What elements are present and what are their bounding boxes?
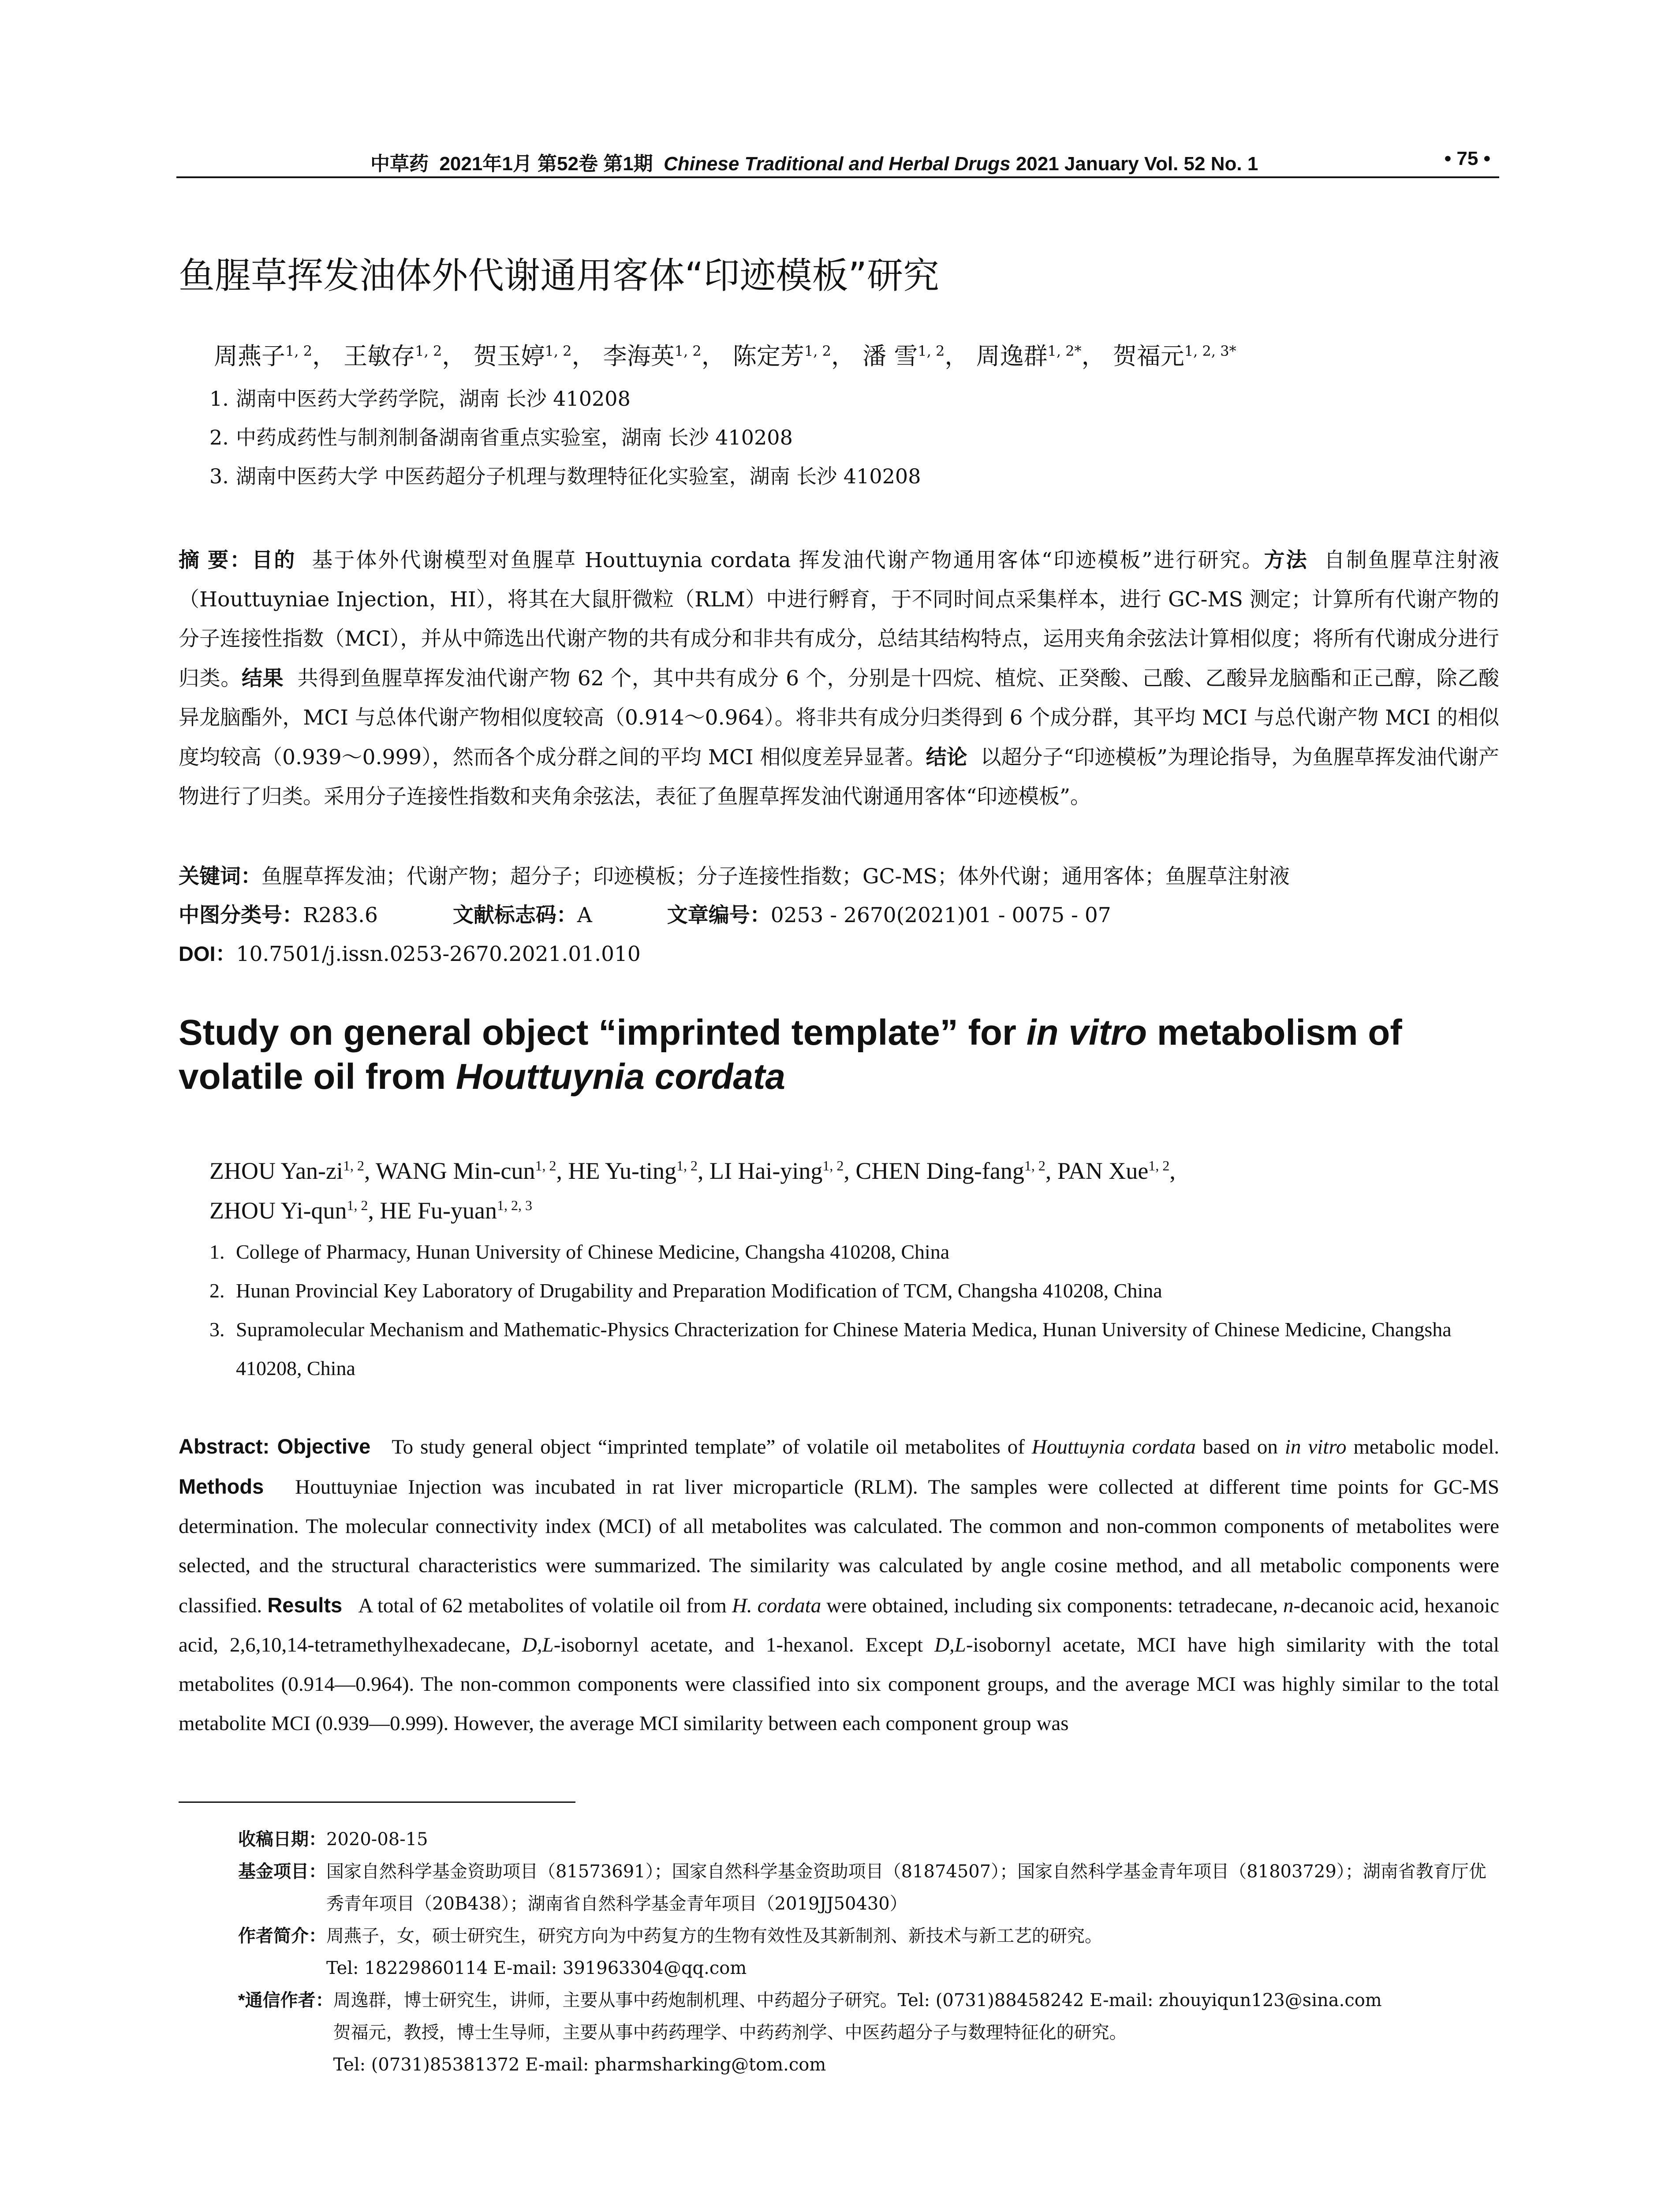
- affiliation: 3. Supramolecular Mechanism and Mathematic-Physics Chracterization for Chinese Materia Medica, Hunan University of Chinese Medicine, Changsha 410208, China: [209, 1318, 1452, 1379]
- author: PAN Xue$^{1, 2}$: [1057, 1158, 1170, 1184]
- objective-label: 目的: [252, 548, 296, 572]
- objective-text: 基于体外代谢模型对鱼腥草 Houttuynia cordata 挥发油代谢产物通用客体“印迹模板”进行研究。: [312, 548, 1264, 572]
- journal-name-en: Chinese Traditional and Herbal Drugs: [664, 153, 1011, 175]
- author: HE Fu-yuan$^{1, 2, 3}$: [380, 1197, 532, 1224]
- author: 王敏存$^{1, 2}$: [343, 342, 442, 370]
- results-label: 结果: [242, 666, 284, 690]
- issue-cn: 2021年1月 第52卷 第1期: [439, 153, 653, 175]
- author: ZHOU Yi-qun$^{1, 2}$: [209, 1197, 368, 1224]
- keywords-text: 鱼腥草挥发油；代谢产物；超分子；印迹模板；分子连接性指数；GC-MS；体外代谢；通用客体；鱼腥草注射液: [261, 864, 1290, 889]
- conclusion-text: 以超分子“印迹模板”为理论指导，为鱼腥草挥发油代谢产物进行了归类。采用分子连接性指数和夹角余弦法，表征了鱼腥草挥发油代谢通用客体“印迹模板”。: [179, 745, 1499, 809]
- abstract-cn: [179, 540, 1499, 816]
- methods-label: Methods: [179, 1475, 264, 1498]
- results-text: 共得到鱼腥草挥发油代谢产物 62 个，其中共有成分 6 个，分别是十四烷、植烷、正癸酸、己酸、乙酸异龙脑酯和正己醇，除乙酸异龙脑酯外，MCI 与总体代谢产物相似度较高（0.914～0.964）。将非共有成分归类得到 6 个成分群，其平均 MCI 与总代谢产物 MCI 的相似度均较高（0.939～0.999），然而各个成分群之间的平均 MCI 相似度差异显著。: [179, 666, 1500, 770]
- article-number-value: 0253 - 2670(2021)01 - 0075 - 07: [770, 903, 1111, 927]
- authors-en: ZHOU Yan-zi$^{1, 2}$, WANG Min-cun$^{1, 2}$, HE Yu-ting$^{1, 2}$, LI Hai-ying$^{1, 2}$, CHEN Ding-fang$^{1, 2}$, PAN Xue$^{1, 2}$, ZHOU Yi-qun$^{1, 2}$, HE Fu-yuan$^{1, 2, 3}$: [209, 1158, 1176, 1224]
- english-title: Study on general object “imprinted template” for in vitro metabolism of volatile oil from Houttuynia cordata: [179, 1013, 1402, 1097]
- keywords: [179, 856, 1499, 896]
- doi-line: [179, 934, 641, 974]
- doi-label: DOI：: [179, 942, 236, 965]
- author: 李海英$^{1, 2}$: [603, 342, 702, 370]
- author: ZHOU Yan-zi$^{1, 2}$: [209, 1158, 364, 1184]
- journal-name-cn: 中草药: [370, 153, 429, 175]
- author: HE Yu-ting$^{1, 2}$: [568, 1158, 698, 1184]
- classification-line: [179, 895, 1499, 935]
- methods-label: 方法: [1264, 548, 1308, 572]
- keywords-label: 关键词：: [179, 864, 261, 888]
- doc-code-value: A: [577, 903, 592, 927]
- abstract-label: Abstract:: [179, 1435, 277, 1458]
- footnote-received: 收稿日期： 2020-08-15: [238, 1829, 428, 1850]
- affiliations-en: [209, 1233, 1501, 1388]
- author: 贺玉婷$^{1, 2}$: [473, 342, 572, 370]
- footnote-corresponding: *通信作者： 周逸群，博士研究生，讲师，主要从事中药炮制机理、中药超分子研究。Tel: (0731)88458242 E-mail: zhouyiqun123@sina.com 贺福元，教授，博士生导师，主要从事中药药理学、中药药剂学、中医药超分子与数理特征化的研究。 Tel: (0731)85381372 E-mail: pharmsharking@tom.com: [238, 1990, 1382, 2075]
- header-rule: [176, 176, 1499, 178]
- affiliation: 2. 中药成药性与制剂制备湖南省重点实验室，湖南 长沙 410208: [209, 426, 793, 449]
- page-number: • 75 •: [1444, 148, 1490, 169]
- author: 周燕子$^{1, 2}$: [214, 342, 313, 370]
- footnote-rule: [179, 1801, 575, 1803]
- methods-text: 自制鱼腥草注射液（Houttuyniae Injection，HI），将其在大鼠肝微粒（RLM）中进行孵育，于不同时间点采集样本，进行 GC-MS 测定；计算所有代谢产物的分子连接性指数（MCI），并从中筛选出代谢产物的共有成分和非共有成分，总结其结构特点，运用夹角余弦法计算相似度；将所有代谢成分进行归类。: [179, 548, 1500, 691]
- footnotes: [238, 1824, 1504, 2081]
- authors-cn: 周燕子$^{1, 2}$， 王敏存$^{1, 2}$， 贺玉婷$^{1, 2}$， 李海英$^{1, 2}$， 陈定芳$^{1, 2}$， 潘 雪$^{1, 2}$， 周逸群$^{1, 2*}$， 贺福元$^{1, 2, 3*}$: [214, 342, 1236, 370]
- journal-info: [370, 148, 1258, 176]
- affiliations-cn: [209, 379, 921, 496]
- affiliation: 1. 湖南中医药大学药学院，湖南 长沙 410208: [209, 387, 631, 411]
- article-number-label: 文章编号：: [667, 903, 771, 927]
- abstract-label: 摘 要：: [179, 548, 252, 572]
- footnote-author: 作者简介： 周燕子，女，硕士研究生，研究方向为中药复方的生物有效性及其新制剂、新技术与新工艺的研究。 Tel: 18229860114 E-mail: 391963304@qq.com: [238, 1926, 1102, 1978]
- footnote-fund: 基金项目： 国家自然科学基金资助项目（81573691）；国家自然科学基金资助项目（81874507）；国家自然科学基金青年项目（81803729）；湖南省教育厅优秀青年项目（20B438）；湖南省自然科学基金青年项目（2019JJ50430）: [238, 1861, 1486, 1914]
- results-label: Results: [267, 1593, 343, 1617]
- author: 陈定芳$^{1, 2}$: [732, 342, 831, 370]
- class-value: R283.6: [303, 903, 378, 927]
- author: 周逸群$^{1, 2*}$: [976, 342, 1082, 370]
- affiliation: 2. Hunan Provincial Key Laboratory of Drugability and Preparation Modification of TCM, Changsha 410208, China: [209, 1279, 1162, 1302]
- affiliation: 3. 湖南中医药大学 中医药超分子机理与数理特征化实验室，湖南 长沙 410208: [209, 464, 921, 488]
- author: 潘 雪$^{1, 2}$: [862, 342, 945, 370]
- chinese-title: 鱼腥草挥发油体外代谢通用客体“印迹模板”研究: [179, 255, 939, 297]
- affiliation: 1. College of Pharmacy, Hunan University of Chinese Medicine, Changsha 410208, China: [209, 1241, 950, 1263]
- running-header: [176, 148, 1499, 179]
- issue-en: 2021 January Vol. 52 No. 1: [1015, 153, 1258, 175]
- author: LI Hai-ying$^{1, 2}$: [709, 1158, 844, 1184]
- conclusion-label: 结论: [926, 745, 967, 769]
- doi-value: 10.7501/j.issn.0253-2670.2021.01.010: [236, 942, 641, 966]
- abstract-en: Abstract: Objective To study general object “imprinted template” of volatile oil metabolites of Houttuynia cordata based on in vitro metabolic model. Methods Houttuyniae Injection was incubated in rat liver microparticle (RLM). The samples were collected at different time points for GC-MS determination. The molecular connectivity index (MCI) of all metabolites was calculated. The common and non-common components of metabolites were selected, and the structural characteristics were summarized. The similarity was calculated by angle cosine method, and all metabolic components were classified. Results A total of 62 metabolites of volatile oil from H. cordata were obtained, including six components: tetradecane, n-decanoic acid, hexanoic acid, 2,6,10,14-tetramethylhexadecane, D,L-isobornyl acetate, and 1-hexanol. Except D,L-isobornyl acetate, MCI have high similarity with the total metabolites (0.914—0.964). The non-common components were classified into six component groups, and the average MCI was highly similar to the total metabolite MCI (0.939—0.999). However, the average MCI similarity between each component group was: [179, 1435, 1500, 1735]
- class-label: 中图分类号：: [179, 903, 303, 927]
- doc-code-label: 文献标志码：: [452, 903, 577, 927]
- author: WANG Min-cun$^{1, 2}$: [376, 1158, 556, 1184]
- author: CHEN Ding-fang$^{1, 2}$: [855, 1158, 1045, 1184]
- author: 贺福元$^{1, 2, 3*}$: [1113, 342, 1236, 370]
- objective-label: Objective: [277, 1435, 371, 1458]
- methods-text: Houttuyniae Injection was incubated in rat liver microparticle (RLM). The samples were collected at different time points for GC-MS determination. The molecular connectivity index (MCI) of all metabolites was calculated. The common and non-common components of metabolites were selected, and the structural characteristics were summarized. The similarity was calculated by angle cosine method, and all metabolic components were classified.: [179, 1476, 1499, 1617]
